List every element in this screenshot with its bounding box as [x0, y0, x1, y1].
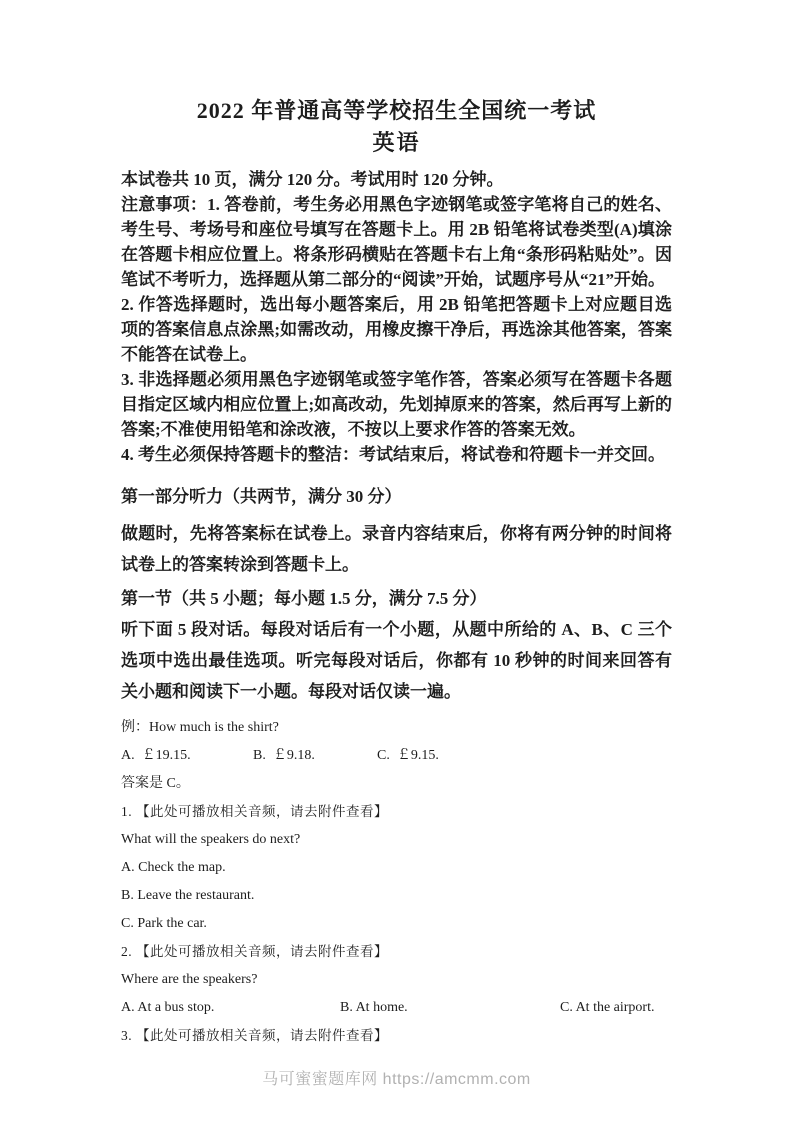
notice-item-1: 注意事项：1. 答卷前，考生务必用黑色字迹钢笔或签字笔将自己的姓名、考生号、考场号和座位号填写在答题卡上。用 2B 铅笔将试卷类型(A)填涂在答题卡相应位置上。将条形码横贴在答题卡右上角“条形码粘贴处”。因笔试不考听力，选择题从第二部分的“阅读”开始，试题序号从“21”开始。	[121, 195, 672, 289]
question-1-option-a: A. Check the map.	[121, 860, 226, 875]
example-option-a: A. ￡19.15.	[121, 748, 191, 763]
part1-intro: 做题时，先将答案标在试卷上。录音内容结束后，你将有两分钟的时间将试卷上的答案转涂到答题卡上。	[121, 524, 672, 574]
section1-heading: 第一节（共 5 小题；每小题 1.5 分，满分 7.5 分）	[121, 589, 487, 608]
question-2-option-c: C. At the airport.	[560, 1000, 655, 1015]
question-2-options-row	[121, 994, 672, 1022]
exam-info: 本试卷共 10 页，满分 120 分。考试用时 120 分钟。	[121, 170, 504, 189]
footer-watermark: 马可蜜蜜题库网 https://amcmm.com	[262, 1071, 531, 1088]
example-option-c: C. ￡9.15.	[377, 748, 439, 763]
page-title: 2022 年普通高等学校招生全国统一考试	[196, 98, 597, 123]
question-3-audio-note: 3. 【此处可播放相关音频，请去附件查看】	[121, 1028, 388, 1043]
example-prompt: 例：How much is the shirt?	[121, 720, 279, 735]
question-1-block	[121, 798, 672, 938]
example-option-b: B. ￡9.18.	[253, 748, 315, 763]
question-2-block	[121, 938, 672, 1022]
example-block	[121, 714, 672, 798]
example-options-row	[121, 742, 672, 770]
question-2-option-a: A. At a bus stop.	[121, 1000, 215, 1015]
section1-instructions: 听下面 5 段对话。每段对话后有一个小题，从题中所给的 A、B、C 三个选项中选出最佳选项。听完每段对话后，你都有 10 秒钟的时间来回答有关小题和阅读下一小题。每段对话仅读一遍。	[121, 620, 672, 701]
question-3-block	[121, 1022, 672, 1050]
question-1-option-c: C. Park the car.	[121, 916, 207, 931]
part1-heading: 第一部分听力（共两节，满分 30 分）	[121, 487, 402, 506]
question-2-option-b: B. At home.	[340, 1000, 408, 1015]
page-subtitle: 英语	[372, 130, 421, 155]
question-1-audio-note: 1. 【此处可播放相关音频，请去附件查看】	[121, 804, 388, 819]
question-1-prompt: What will the speakers do next?	[121, 832, 301, 847]
question-2-prompt: Where are the speakers?	[121, 972, 258, 987]
example-answer: 答案是 C。	[121, 776, 190, 791]
question-2-audio-note: 2. 【此处可播放相关音频，请去附件查看】	[121, 944, 388, 959]
question-1-option-b: B. Leave the restaurant.	[121, 888, 255, 903]
notice-item-2: 2. 作答选择题时，选出每小题答案后，用 2B 铅笔把答题卡上对应题目选项的答案信息点涂黑;如需改动，用橡皮擦干净后，再选涂其他答案，答案不能答在试卷上。	[121, 295, 672, 364]
notice-item-4: 4. 考生必须保持答题卡的整洁：考试结束后，将试卷和符题卡一并交回。	[121, 445, 665, 464]
notice-item-3: 3. 非选择题必须用黑色字迹钢笔或签字笔作答，答案必须写在答题卡各题目指定区域内相应位置上;如高改动，先划掉原来的答案，然后再写上新的答案;不准使用铅笔和涂改液，不按以上要求作答的答案无效。	[121, 370, 672, 439]
